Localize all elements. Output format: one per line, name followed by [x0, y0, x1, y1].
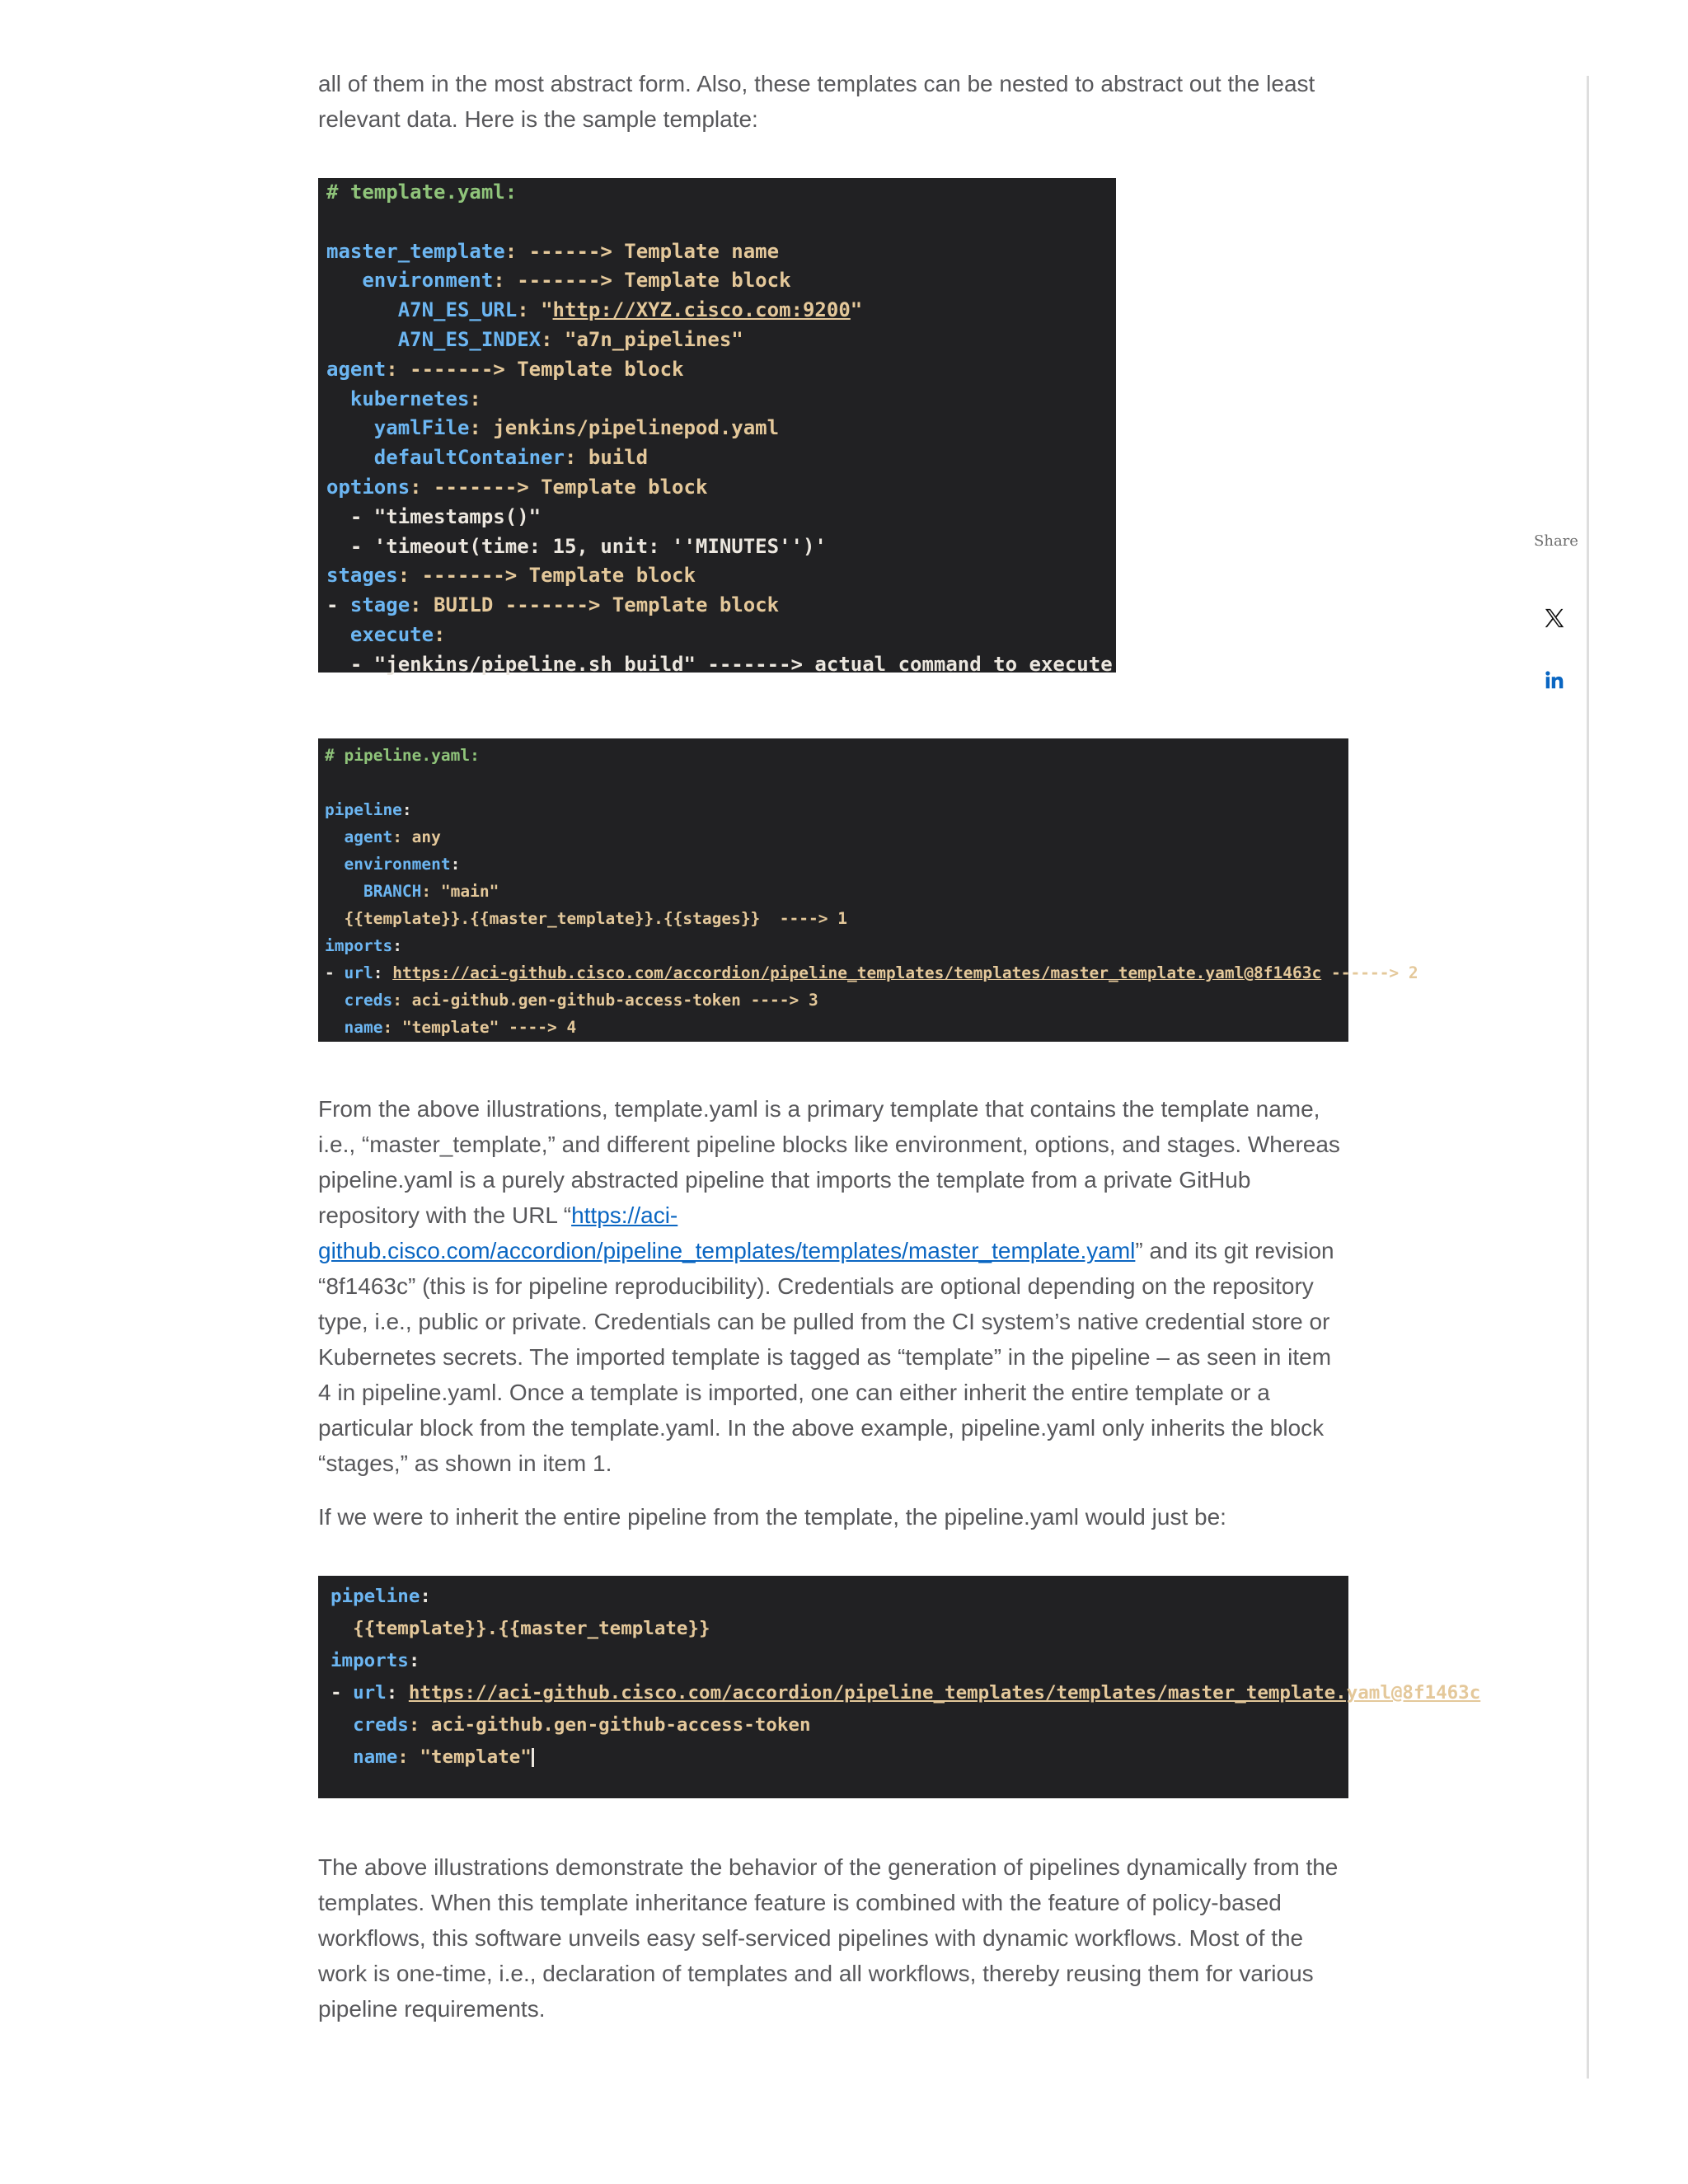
inherit-pipeline-code-image: [318, 1576, 1481, 1798]
code-line: kubernetes:: [326, 387, 481, 410]
code-line: pipeline:: [331, 1586, 431, 1607]
code-line: pipeline:: [325, 800, 412, 819]
code-line: creds: aci-github.gen-github-access-token: [331, 1714, 811, 1736]
article-body: [318, 66, 1481, 2027]
code-line: execute:: [326, 622, 446, 646]
explanation-text-before: From the above illustrations, template.yaml is a primary template that contains the template name, i.e., “master_template,” and different pipeline blocks like environment, options, and stages. Whereas pipeline.yaml is a purely abstracted pipeline that imports the template from a private GitHub repository with the URL “: [318, 1096, 1340, 1228]
pipeline-yaml-code-image: [318, 738, 1418, 1042]
template-repo-link[interactable]: https://aci-github.cisco.com/accordion/pipeline_templates/templates/master_template.yaml: [318, 1202, 1136, 1263]
code-line: {{template}}.{{master_template}}.{{stages}} ----> 1: [325, 909, 847, 928]
code-line: A7N_ES_INDEX: "a7n_pipelines": [326, 327, 743, 351]
code-line: defaultContainer: build: [326, 446, 649, 470]
x-logo-icon[interactable]: [1543, 607, 1566, 630]
text-cursor: [532, 1748, 534, 1767]
code-line: agent: -------> Template block: [326, 357, 684, 381]
code-line: name: "template" ----> 4: [325, 1018, 577, 1037]
code-line: agent: any: [325, 827, 441, 846]
explanation-paragraph: [318, 1091, 1348, 1481]
code-line: name: "template": [331, 1741, 1336, 1774]
explanation-text-after: ” and its git revision “8f1463c” (this is for pipeline reproducibility). Credentials are optional depending on the repository type, i.e., public or private. Credentials can be pulled from the CI system’s native credential store or Kubernetes secrets. The imported template is tagged as “template” in the pipeline – as seen in item 4 in pipeline.yaml. Once a template is imported, one can either inherit the entire template or a particular block from the template.yaml. In the above example, pipeline.yaml only inherits the block “stages,” as shown in item 1.: [318, 1238, 1334, 1476]
code-line: yamlFile: jenkins/pipelinepod.yaml: [326, 416, 780, 440]
code-line: BRANCH: "main": [325, 882, 499, 901]
code-line: creds: aci-github.gen-github-access-token ----> 3: [325, 991, 818, 1010]
code-line: imports:: [325, 936, 402, 955]
share-label: Share: [1534, 532, 1578, 550]
code-line: {{template}}.{{master_template}}: [331, 1618, 710, 1639]
conclusion-paragraph: The above illustrations demonstrate the behavior of the generation of pipelines dynamically from the templates. When this template inheritance feature is combined with the feature of policy-based workflows, this software unveils easy self-serviced pipelines with dynamic workflows. Most of the work is one-time, i.e., declaration of templates and all workflows, thereby reusing them for various pipeline requirements.: [318, 1854, 1339, 2022]
code-line: # pipeline.yaml:: [325, 746, 480, 765]
code-line: A7N_ES_URL: "http://XYZ.cisco.com:9200": [326, 298, 863, 322]
code-line: # template.yaml:: [326, 180, 518, 204]
code-line: stages: -------> Template block: [326, 564, 696, 588]
code-line: - "timestamps()": [326, 504, 542, 528]
code-line: - url: https://aci-github.cisco.com/accordion/pipeline_templates/templates/master_template.yaml@8f1463c ------> 2: [325, 963, 1418, 982]
intro-paragraph: all of them in the most abstract form. Also, these templates can be nested to abstract out the least relevant data. Here is the sample template:: [318, 71, 1315, 132]
template-yaml-code-image: [318, 178, 1116, 676]
inherit-paragraph: If we were to inherit the entire pipeline from the template, the pipeline.yaml would just be:: [318, 1504, 1226, 1530]
code-line: [325, 769, 1342, 796]
code-line: - "jenkins/pipeline.sh build" -------> actual command to execute: [326, 652, 1113, 676]
code-line: imports:: [331, 1650, 420, 1671]
code-line: - 'timeout(time: 15, unit: ''MINUTES'')': [326, 534, 827, 558]
code-line: options: -------> Template block: [326, 475, 708, 499]
share-rail-divider: [1587, 76, 1589, 2079]
linkedin-icon[interactable]: [1544, 669, 1565, 691]
code-line: [326, 208, 1108, 237]
code-line: - url: https://aci-github.cisco.com/accordion/pipeline_templates/templates/master_template.yaml@8f1463c: [331, 1682, 1481, 1704]
code-line: - stage: BUILD -------> Template block: [326, 593, 780, 617]
code-line: environment:: [325, 855, 461, 874]
code-line: environment: -------> Template block: [326, 269, 791, 293]
code-line: master_template: ------> Template name: [326, 239, 780, 263]
